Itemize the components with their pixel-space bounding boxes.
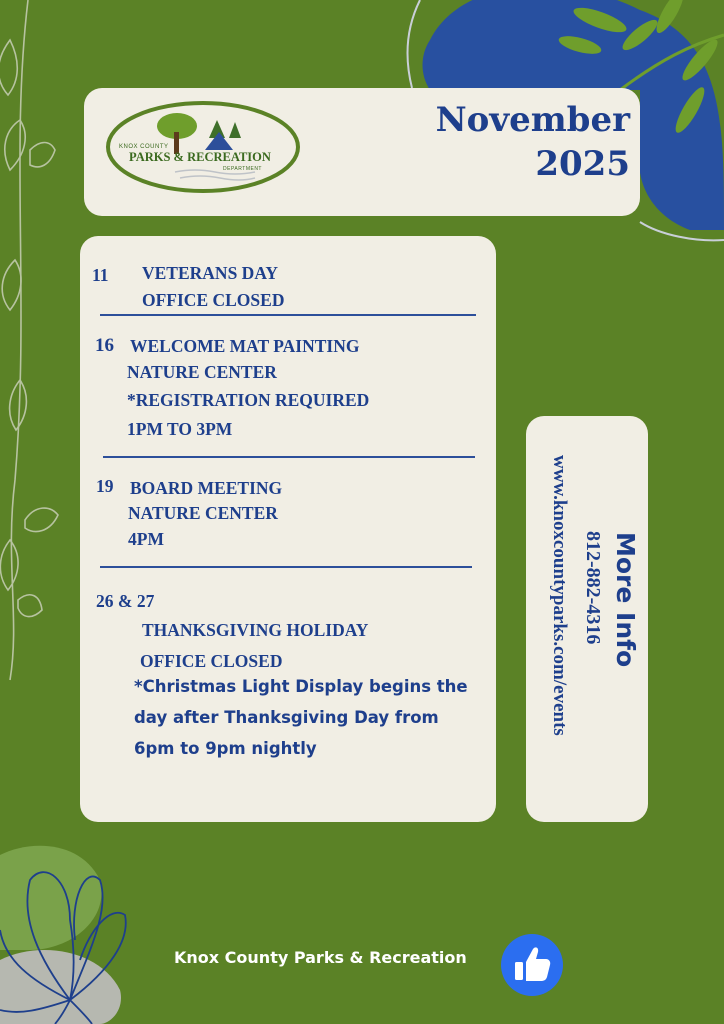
- event-note: *Christmas Light Display begins the: [134, 677, 468, 696]
- event-detail: NATURE CENTER: [127, 362, 277, 382]
- phone-number: 812-882-4316: [582, 531, 604, 645]
- left-vine-outline: [0, 0, 58, 680]
- thumbs-up-icon[interactable]: [500, 933, 564, 997]
- event-divider: [100, 314, 476, 316]
- event-divider: [103, 456, 475, 458]
- event-date: 16: [95, 335, 114, 356]
- event-divider: [100, 566, 472, 568]
- logo-brand-text: PARKS & RECREATION: [129, 150, 271, 164]
- event-title: VETERANS DAY: [142, 263, 278, 283]
- event-title: THANKSGIVING HOLIDAY: [142, 620, 369, 640]
- event-title: WELCOME MAT PAINTING: [130, 336, 360, 356]
- event-detail: OFFICE CLOSED: [142, 290, 285, 310]
- month-label: November: [435, 100, 630, 140]
- bottom-left-flower: [0, 846, 126, 1024]
- event-date: 19: [96, 476, 114, 496]
- logo-county-text: KNOX COUNTY: [119, 144, 169, 150]
- parks-logo: [105, 100, 301, 194]
- event-detail: OFFICE CLOSED: [140, 651, 283, 671]
- year-label: 2025: [535, 144, 630, 184]
- page-title: [436, 98, 630, 186]
- event-title: BOARD MEETING: [130, 478, 283, 498]
- event-date: 11: [92, 265, 109, 285]
- event-detail: 4PM: [128, 529, 164, 549]
- event-note: 6pm to 9pm nightly: [134, 739, 317, 758]
- event-date: 26 & 27: [96, 591, 155, 611]
- blob-outline: [407, 0, 420, 88]
- event-detail: NATURE CENTER: [128, 503, 278, 523]
- more-info-heading: More Info: [611, 532, 640, 668]
- website-link[interactable]: www.knoxcountyparks.com/events: [549, 455, 570, 736]
- event-note: day after Thanksgiving Day from: [134, 708, 439, 727]
- event-detail: *REGISTRATION REQUIRED: [127, 390, 370, 410]
- event-detail: 1PM TO 3PM: [127, 419, 233, 439]
- logo-department-text: DEPARTMENT: [223, 166, 262, 172]
- footer-text: Knox County Parks & Recreation: [174, 948, 467, 967]
